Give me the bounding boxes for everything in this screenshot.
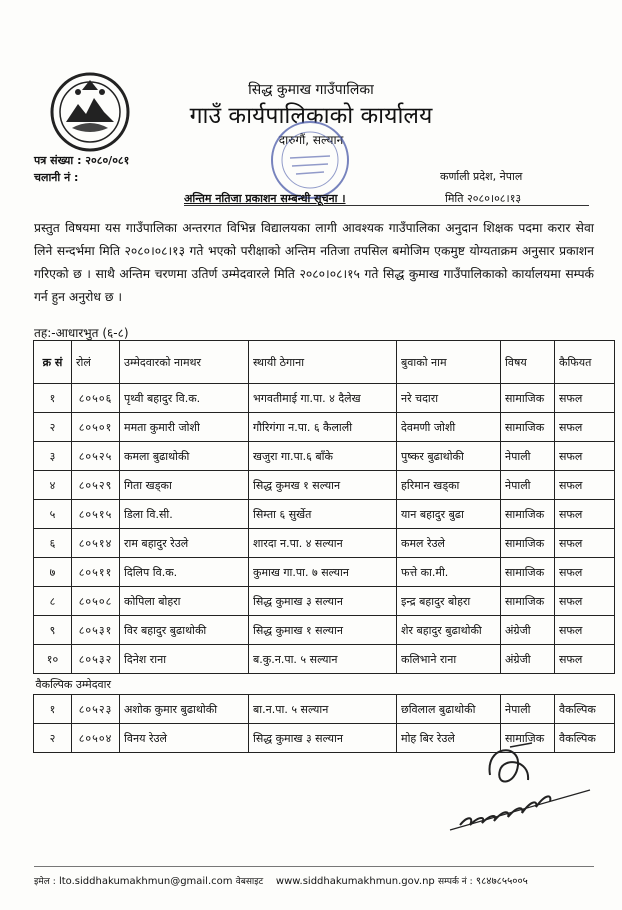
father-name-cell: पुष्कर बुढाथोकी <box>397 442 501 471</box>
result-row <box>34 500 615 529</box>
office-name: गाउँ कार्यपालिकाको कार्यालय <box>189 103 433 129</box>
remarks-cell: वैकल्पिक <box>555 695 615 724</box>
serial-cell: ९ <box>34 616 72 645</box>
level-basis: तह:-आधारभुत (६-८) <box>34 326 129 340</box>
header-serial: क्र सं <box>34 341 72 384</box>
municipality-name: सिद्ध कुमाख गाउँपालिका <box>248 82 374 98</box>
serial-cell: ४ <box>34 471 72 500</box>
name-cell: दिनेश राना <box>120 645 249 674</box>
remarks-cell: सफल <box>555 442 615 471</box>
serial-cell: ५ <box>34 500 72 529</box>
address-cell: कुमाख गा.पा. ७ सल्यान <box>249 558 397 587</box>
table-header-row <box>34 341 615 384</box>
roll-cell: ८०५१४ <box>72 529 120 558</box>
result-row <box>34 471 615 500</box>
remarks-cell: सफल <box>555 616 615 645</box>
result-row <box>34 442 615 471</box>
remarks-cell: सफल <box>555 587 615 616</box>
roll-cell: ८०५१५ <box>72 500 120 529</box>
father-name-cell: देवमणी जोशी <box>397 413 501 442</box>
result-row <box>34 558 615 587</box>
email-label: इमेल : <box>34 877 56 887</box>
father-name-cell: नरे चदारा <box>397 384 501 413</box>
office-address: दारुगौं, सल्यान <box>278 133 344 147</box>
roll-cell: ८०५०८ <box>72 587 120 616</box>
address-cell: सिद्ध कुमख १ सल्यान <box>249 471 397 500</box>
result-row <box>34 587 615 616</box>
website-link[interactable]: www.siddhakumakhmun.gov.np <box>275 876 435 887</box>
name-cell: दिलिप वि.क. <box>120 558 249 587</box>
father-name-cell: शेर बहादुर बुढाथोकी <box>397 616 501 645</box>
roll-cell: ८०५२९ <box>72 471 120 500</box>
subject-cell: सामाजिक <box>501 587 555 616</box>
dispatch-number: चलानी नं : <box>34 171 79 184</box>
name-cell: पृथ्वी बहादुर वि.क. <box>120 384 249 413</box>
name-cell: गिता खड्का <box>120 471 249 500</box>
address-cell: खजुरा गा.पा.६ बाँके <box>249 442 397 471</box>
address-cell: सिम्ता ६ सुर्खेत <box>249 500 397 529</box>
result-row <box>34 413 615 442</box>
roll-cell: ८०५२५ <box>72 442 120 471</box>
address-cell: सिद्ध कुमाख ३ सल्यान <box>249 587 397 616</box>
father-name-cell: छविलाल बुढाथोकी <box>397 695 501 724</box>
notice-body: प्रस्तुत विषयमा यस गाउँपालिका अन्तरगत विभिन्न विद्यालयका लागी आवश्यक गाउँपालिका अनुदान शिक्षक पदमा करार सेवा लिने सन्दर्भमा मिति २०८०।०८।१३ गते भएको परीक्षाको अन्तिम नतिजा तपसिल बमोजिम एकमुष्ट योग्यताक्रम अनुसार प्रकाशन गरिएको छ । साथै अन्तिम चरणमा उतिर्ण उम्मेदवारले मिति २०८०।०८।१५ गते सिद्ध कुमाख गाउँपालिकाको कार्यालयमा सम्पर्क गर्न हुन अनुरोध छ । <box>34 221 594 304</box>
subject-rule <box>184 205 589 206</box>
result-row <box>34 529 615 558</box>
name-cell: राम बहादुर रेउले <box>120 529 249 558</box>
address-cell: शारदा न.पा. ४ सल्यान <box>249 529 397 558</box>
father-name-cell: फत्ते का.मी. <box>397 558 501 587</box>
remarks-cell: सफल <box>555 413 615 442</box>
father-name-cell: कलिभाने राना <box>397 645 501 674</box>
header-remarks: कैफियत <box>555 341 615 384</box>
roll-cell: ८०५०४ <box>72 724 120 753</box>
address-cell: ब.कु.न.पा. ५ सल्यान <box>249 645 397 674</box>
name-cell: डिला वि.सी. <box>120 500 249 529</box>
name-cell: ममता कुमारी जोशी <box>120 413 249 442</box>
result-row <box>34 616 615 645</box>
subject-cell: सामाजिक <box>501 529 555 558</box>
subject-date: मिति २०८०।०८।१३ <box>445 192 522 205</box>
province: कर्णाली प्रदेश, नेपाल <box>440 170 523 183</box>
name-cell: कोपिला बोहरा <box>120 587 249 616</box>
email-link[interactable]: lto.siddhakumakhmun@gmail.com <box>58 876 233 887</box>
phone-label: सम्पर्क नं : <box>437 877 473 887</box>
address-cell: भगवतीमाई गा.पा. ४ दैलेख <box>249 384 397 413</box>
address-cell: सिद्ध कुमाख ३ सल्यान <box>249 724 397 753</box>
footer-rule <box>34 866 594 867</box>
serial-cell: ६ <box>34 529 72 558</box>
roll-cell: ८०५११ <box>72 558 120 587</box>
results-table <box>33 340 615 753</box>
father-name-cell: इन्द्र बहादुर बोहरा <box>397 587 501 616</box>
address-cell: गौरिगंगा न.पा. ६ कैलाली <box>249 413 397 442</box>
roll-cell: ८०५०१ <box>72 413 120 442</box>
name-cell: अशोक कुमार बुढाथोकी <box>120 695 249 724</box>
subject-cell: अंग्रेजी <box>501 616 555 645</box>
remarks-cell: सफल <box>555 645 615 674</box>
serial-cell: २ <box>34 724 72 753</box>
subject-cell: सामाजिक <box>501 413 555 442</box>
header-address: स्थायी ठेगाना <box>249 341 397 384</box>
roll-cell: ८०५२३ <box>72 695 120 724</box>
address-cell: बा.न.पा. ५ सल्यान <box>249 695 397 724</box>
serial-cell: ८ <box>34 587 72 616</box>
header-father: बुवाको नाम <box>397 341 501 384</box>
roll-cell: ८०५३१ <box>72 616 120 645</box>
subject-cell: नेपाली <box>501 471 555 500</box>
serial-cell: १ <box>34 695 72 724</box>
remarks-cell: सफल <box>555 500 615 529</box>
father-name-cell: मोह बिर रेउले <box>397 724 501 753</box>
handwritten-signature <box>440 735 600 835</box>
remarks-cell: सफल <box>555 529 615 558</box>
name-cell: कमला बुढाथोकी <box>120 442 249 471</box>
remarks-cell: वैकल्पिक <box>555 724 615 753</box>
name-cell: विनय रेउले <box>120 724 249 753</box>
subject-cell: सामाजिक <box>501 724 555 753</box>
letter-number: पत्र संख्या : २०८०/०८१ <box>34 154 130 167</box>
header-roll: रोलं <box>72 341 120 384</box>
subject-cell: नेपाली <box>501 442 555 471</box>
subject-cell: अंग्रेजी <box>501 645 555 674</box>
subject-cell: सामाजिक <box>501 500 555 529</box>
serial-cell: १ <box>34 384 72 413</box>
address-cell: सिद्ध कुमाख १ सल्यान <box>249 616 397 645</box>
serial-cell: १० <box>34 645 72 674</box>
remarks-cell: सफल <box>555 558 615 587</box>
subject-cell: सामाजिक <box>501 384 555 413</box>
roll-cell: ८०५३२ <box>72 645 120 674</box>
phone-number: ९८४७८५५००५ <box>475 876 528 887</box>
serial-cell: ३ <box>34 442 72 471</box>
website-label: वेबसाइट <box>235 877 264 887</box>
subject-cell: सामाजिक <box>501 558 555 587</box>
serial-cell: २ <box>34 413 72 442</box>
footer <box>34 873 528 887</box>
alternate-heading-row <box>34 674 615 695</box>
result-row <box>34 384 615 413</box>
serial-cell: ७ <box>34 558 72 587</box>
father-name-cell: कमल रेउले <box>397 529 501 558</box>
subject-cell: नेपाली <box>501 695 555 724</box>
roll-cell: ८०५०६ <box>72 384 120 413</box>
header-name: उम्मेदवारको नामथर <box>120 341 249 384</box>
alternate-heading: वैकल्पिक उम्मेदवार <box>34 674 615 695</box>
office-stamp <box>268 118 352 202</box>
header-subject: विषय <box>501 341 555 384</box>
alternate-row <box>34 695 615 724</box>
father-name-cell: यान बहादुर बुढा <box>397 500 501 529</box>
result-row <box>34 645 615 674</box>
name-cell: विर बहादुर बुढाथोकी <box>120 616 249 645</box>
father-name-cell: हरिमान खड्का <box>397 471 501 500</box>
subject-title: अन्तिम नतिजा प्रकाशन सम्बन्धी सूचना । <box>184 192 346 205</box>
remarks-cell: सफल <box>555 471 615 500</box>
remarks-cell: सफल <box>555 384 615 413</box>
